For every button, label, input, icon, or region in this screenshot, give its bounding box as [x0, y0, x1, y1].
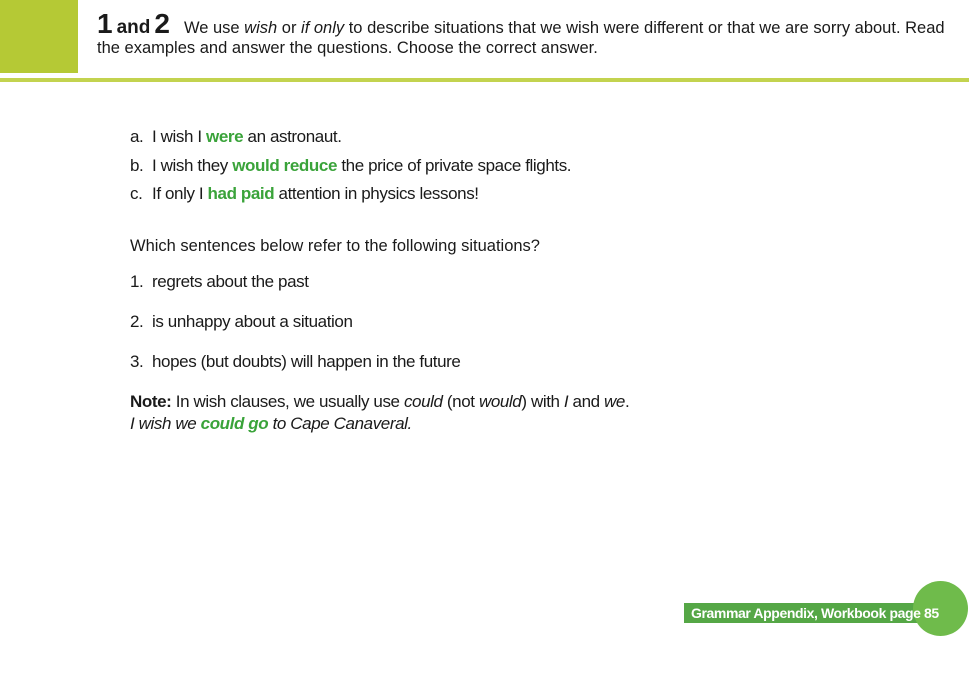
situation-number: 3. — [130, 352, 144, 371]
note-text: . — [624, 392, 630, 411]
note-text: and — [568, 392, 605, 411]
example-row — [130, 126, 571, 155]
example-highlight: were — [206, 127, 244, 146]
example-text: I wish they — [152, 155, 233, 175]
example-highlight: had paid — [207, 184, 275, 203]
note-we: we — [604, 392, 625, 411]
situation-list — [130, 271, 460, 391]
note-box — [130, 391, 629, 435]
exercise-number-2: 2 — [154, 8, 170, 39]
example-list — [130, 126, 571, 212]
note-could: could — [403, 392, 443, 411]
note-example-text: to Cape Canaveral. — [268, 414, 412, 433]
instructions-part-1: We use — [183, 19, 245, 37]
header-divider — [0, 78, 969, 82]
note-example-text: I wish we — [130, 414, 201, 433]
example-text: the price of private space flights. — [337, 155, 572, 175]
instructions-wish: wish — [244, 19, 278, 37]
example-letter: a. — [130, 127, 144, 146]
situation-text: regrets about the past — [152, 272, 309, 291]
situation-item[interactable] — [130, 271, 460, 311]
instructions-part-2: or — [277, 19, 302, 37]
instructions — [97, 8, 957, 58]
header-accent-block — [0, 0, 78, 73]
note-i: I — [563, 392, 569, 411]
example-letter: c. — [130, 184, 143, 203]
note-would: would — [478, 392, 522, 411]
note-text: ) with — [521, 392, 564, 411]
note-text: In wish clauses, we usually use — [171, 392, 404, 411]
example-text: If only I — [152, 184, 208, 203]
situation-text: hopes (but doubts) will happen in the future — [152, 352, 461, 371]
example-text: attention in physics lessons! — [274, 184, 479, 203]
example-letter: b. — [130, 155, 144, 175]
question-text: Which sentences below refer to the following situations? — [130, 237, 540, 255]
grammar-appendix-link[interactable]: Grammar Appendix, Workbook page 85 — [691, 605, 939, 621]
note-example — [130, 413, 629, 435]
example-highlight: would reduce — [232, 155, 338, 175]
instructions-part-3: to describe situations that we wish were different or that we are sorry about. Read the examples and answer the questions. Choose the correct answer. — [97, 19, 945, 57]
note-example-highlight: could go — [200, 414, 269, 433]
situation-item[interactable] — [130, 311, 460, 351]
example-row — [130, 155, 571, 184]
example-text: an astronaut. — [243, 127, 342, 146]
situation-number: 2. — [130, 312, 144, 331]
situation-number: 1. — [130, 272, 144, 291]
exercise-number-1: 1 — [97, 8, 113, 39]
example-row — [130, 183, 571, 212]
header — [0, 0, 969, 78]
example-text: I wish I — [152, 127, 207, 146]
note-line — [130, 391, 629, 413]
note-label: Note: — [130, 392, 172, 411]
note-text: (not — [442, 392, 479, 411]
situation-text: is unhappy about a situation — [152, 312, 353, 331]
instructions-if-only: if only — [301, 19, 345, 37]
situation-item[interactable] — [130, 351, 460, 391]
exercise-and: and — [116, 17, 151, 38]
